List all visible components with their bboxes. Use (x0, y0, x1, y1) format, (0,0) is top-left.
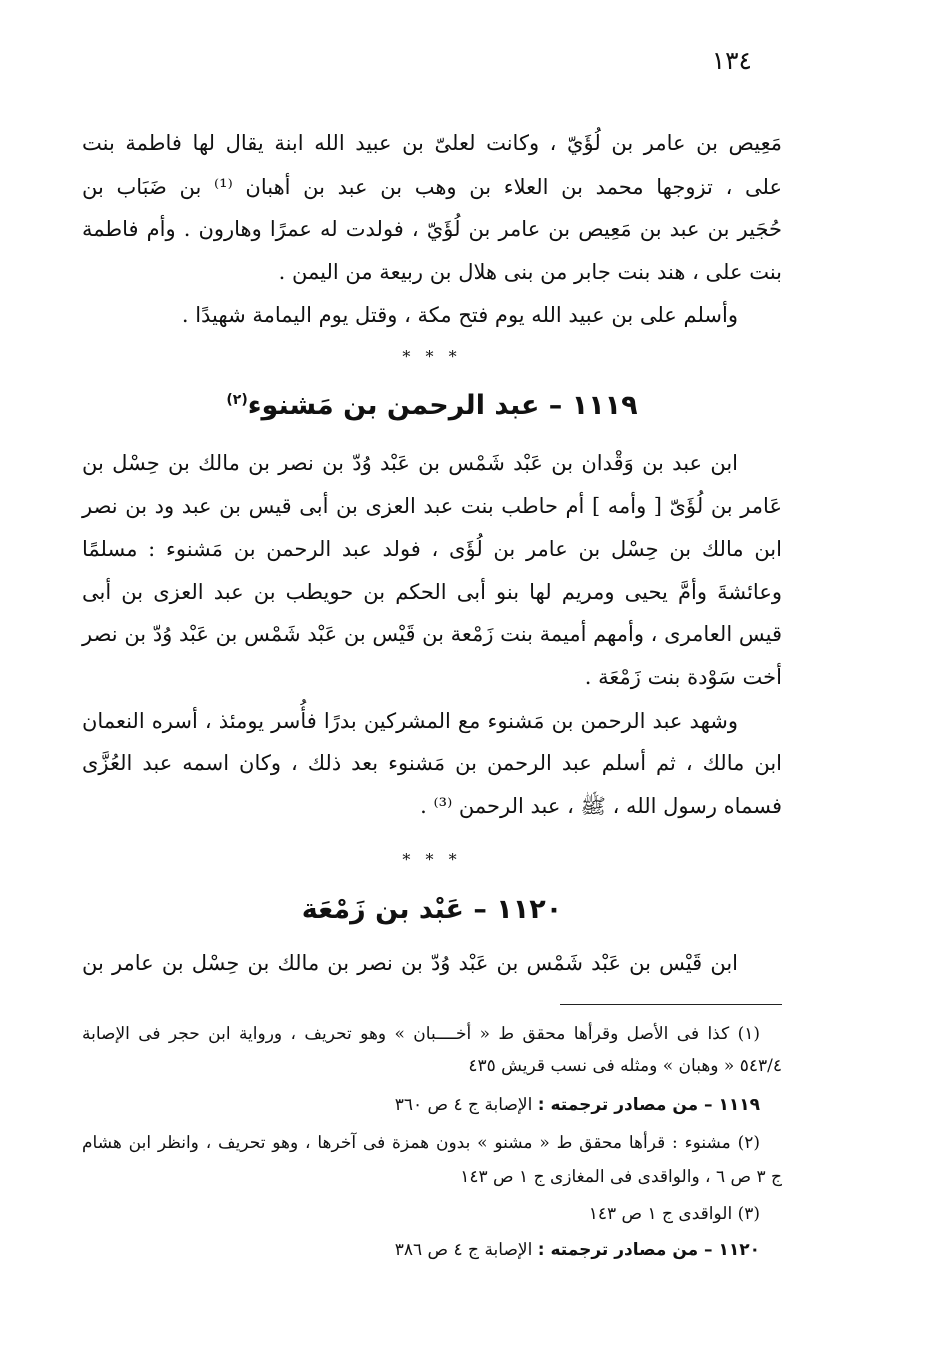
text-line: فسماه رسول الله ، ﷺ ، عبد الرحمن ⁽³⁾ . (420, 794, 782, 818)
entry-heading-title: ١١١٩ – عبد الرحمن بن مَشنوء (247, 390, 638, 421)
book-page (82, 0, 782, 1350)
text-line: قيس العامرى ، وأمهم أميمة بنت زَمْعة بن قَيْس بن عَبْد شَمْس بن عَبْد وُدّ بن نصر (82, 622, 782, 646)
text-line: مَعِيص بن عامر بن لُؤَيّ ، وكانت لعلىّ بن عبيد الله ابنة يقال لها فاطمة بنت (82, 131, 782, 155)
text-line: على ، تزوجها محمد بن العلاء بن وهب بن عبد بن أهبان ⁽¹⁾ بن ضَبَاب بن (82, 175, 783, 199)
section-separator: * * * (402, 347, 462, 366)
footnote-rule (560, 1004, 782, 1005)
source-note (82, 1236, 782, 1264)
text-line: أخت سَوْدة بنت زَمْعَة . (584, 665, 782, 689)
text-line: وشهد عبد الرحمن بن مَشنوء مع المشركين بدرًا فأُسر يومئذ ، أسره النعمان (82, 709, 738, 733)
text-line: ابن مالك بن حِسْل بن عامر بن لُؤَى ، فولد عبد الرحمن بن مَشنوء : مسلمًا (82, 537, 782, 561)
source-note-ref: الإصابة ج ٤ ص ٣٨٦ (394, 1240, 538, 1260)
text-line: وأسلم على بن عبيد الله يوم فتح مكة ، وقتل يوم اليمامة شهيدًا . (181, 303, 738, 327)
source-note-label: ١١١٩ – من مصادر ترجمته : (537, 1095, 760, 1115)
footnote-line: (٣) الواقدى ج ١ ص ١٤٣ (588, 1204, 760, 1224)
entry-heading-title: ١١٢٠ – عَبْد بن زَمْعَة (301, 894, 563, 925)
footnote-line: (٢) مشنوء : قرأها محقق ط « مشنو » بدون همزة فى آخرها ، وهو تحريف ، وانظر ابن هشام (82, 1133, 760, 1153)
footnote-line: (١) كذا فى الأصل وقرأها محقق ط « أخــــبان » وهو تحريف ، ورواية ابن حجر فى الإصابة (82, 1024, 760, 1044)
entry-heading (82, 890, 782, 930)
text-line: ابن عبد بن وَقْدان بن عَبْد شَمْس بن عَبْد وُدّ بن نصر بن مالك بن حِسْل بن (82, 451, 738, 475)
text-line: بنت على ، هند بنت جابر من بنى هلال بن ربيعة من اليمن . (278, 260, 782, 284)
source-note-label: ١١٢٠ – من مصادر ترجمته : (537, 1240, 760, 1260)
text-line: حُجَير بن عبد بن مَعِيص بن عامر بن لُؤَيّ ، فولدت له عمرًا وهارون . وأم فاطمة (82, 217, 782, 241)
text-line: عَامر بن لُؤَىّ [ وأمه ] أم حاطب بنت عبد العزى بن أبى قيس بن عبد ود بن نصر (82, 494, 782, 518)
text-line: وعائشةَ وأمَّ يحيى ومريم لها بنو أبى الحكم بن حويطب بن عبد العزى بن أبى (82, 580, 782, 604)
page-number: ١٣٤ (711, 46, 752, 75)
footnote-line: ٥٤٣/٤ « وهبان » ومثله فى نسب قريش ٤٣٥ (468, 1056, 782, 1076)
entry-heading (82, 386, 782, 426)
source-note (82, 1091, 782, 1119)
text-line: ابن قَيْس بن عَبْد شَمْس بن عَبْد وُدّ بن نصر بن مالك بن حِسْل بن عامر بن (82, 951, 738, 975)
footnote-ref: (٢) (226, 392, 248, 408)
footnote-line: ج ٣ ص ٦ ، والواقدى فى المغازى ج ١ ص ١٤٣ (460, 1167, 782, 1187)
source-note-ref: الإصابة ج ٤ ص ٣٦٠ (394, 1095, 538, 1115)
text-line: ابن مالك ، ثم أسلم عبد الرحمن بن مَشنوء بعد ذلك ، وكان اسمه عبد العُزَّى (82, 751, 782, 775)
section-separator: * * * (402, 850, 462, 869)
